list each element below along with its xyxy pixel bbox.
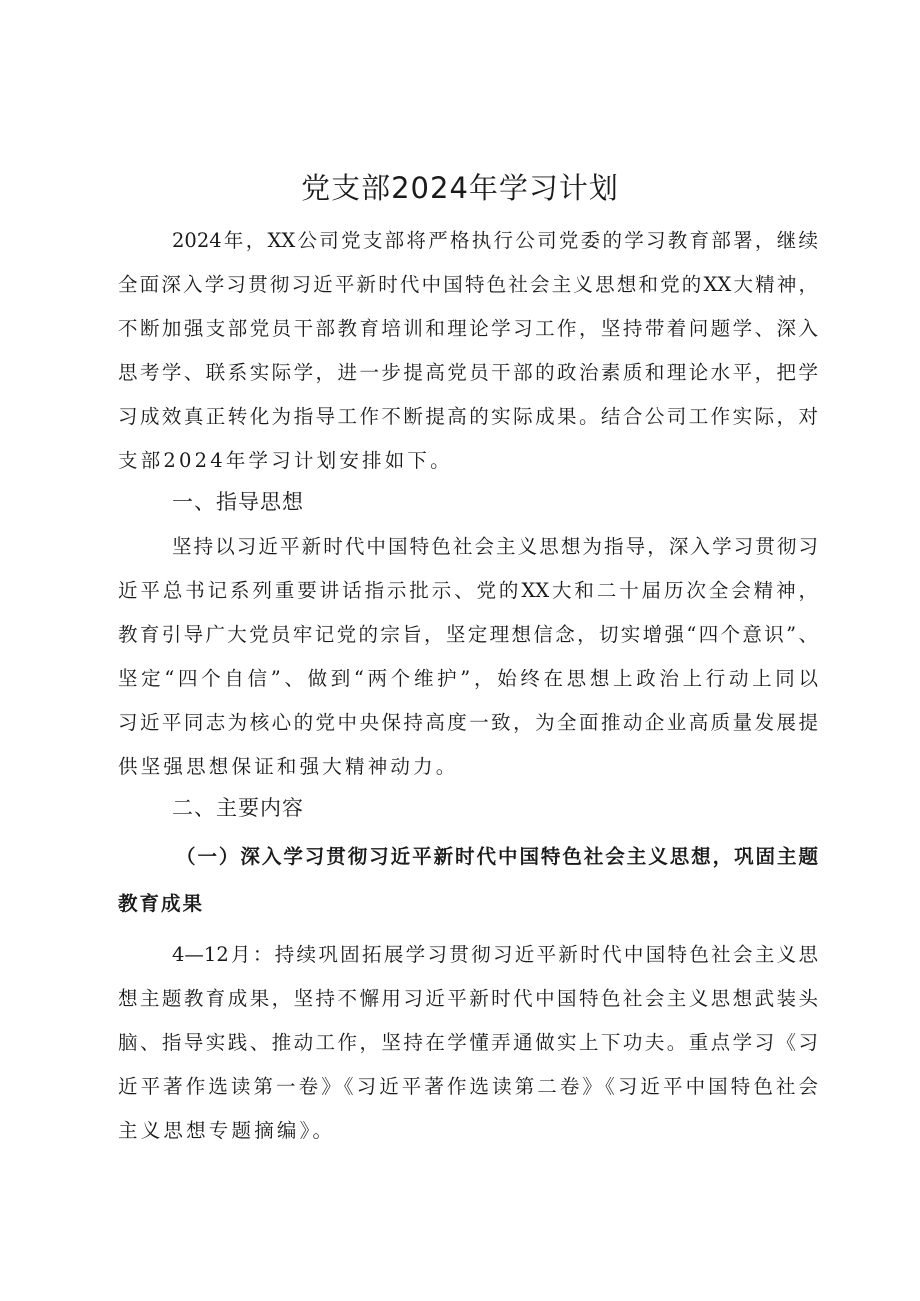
section2-line-1: 4—12月：持续巩固拓展学习贯彻习近平新时代中国特色社会主义思 [172, 943, 818, 966]
intro-line-4: 思考学、联系实际学，进一步提高党员干部的政治素质和理论水平，把学 [118, 361, 818, 384]
section-heading-main-content: 二、主要内容 [172, 796, 304, 820]
section1-line-2: 近平总书记系列重要讲话指示批示、党的XX大和二十届历次全会精神， [118, 579, 818, 602]
section2-line-2: 想主题教育成果，坚持不懈用习近平新时代中国特色社会主义思想武装头 [118, 987, 818, 1010]
subsection-heading-line-2: 教育成果 [118, 892, 205, 915]
intro-line-6: 支部2024年学习计划安排如下。 [118, 449, 453, 472]
intro-line-1: 2024年，XX公司党支部将严格执行公司党委的学习教育部署，继续 [172, 229, 818, 252]
intro-line-2: 全面深入学习贯彻习近平新时代中国特色社会主义思想和党的XX大精神， [118, 273, 818, 296]
subsection-heading-line-1: （一）深入学习贯彻习近平新时代中国特色社会主义思想，巩固主题 [176, 845, 818, 868]
section-heading-guiding-ideology: 一、指导思想 [172, 490, 304, 514]
document-title: 党支部2024年学习计划 [301, 171, 619, 205]
intro-line-5: 习成效真正转化为指导工作不断提高的实际成果。结合公司工作实际，对 [118, 405, 818, 428]
section1-line-5: 习近平同志为核心的党中央保持高度一致，为全面推动企业高质量发展提 [118, 711, 818, 734]
section1-line-4: 坚定“四个自信”、做到“两个维护”，始终在思想上政治上行动上同以 [118, 667, 818, 690]
section2-line-3: 脑、指导实践、推动工作，坚持在学懂弄通做实上下功夫。重点学习《习 [118, 1031, 818, 1054]
section1-line-3: 教育引导广大党员牢记党的宗旨，坚定理想信念，切实增强“四个意识”、 [118, 623, 818, 646]
section1-line-6: 供坚强思想保证和强大精神动力。 [118, 755, 459, 778]
section2-line-4: 近平著作选读第一卷》《习近平著作选读第二卷》《习近平中国特色社会 [118, 1075, 818, 1098]
intro-line-3: 不断加强支部党员干部教育培训和理论学习工作，坚持带着问题学、深入 [118, 317, 818, 340]
section2-line-5: 主义思想专题摘编》。 [118, 1119, 336, 1142]
section1-line-1: 坚持以习近平新时代中国特色社会主义思想为指导，深入学习贯彻习 [172, 535, 818, 558]
